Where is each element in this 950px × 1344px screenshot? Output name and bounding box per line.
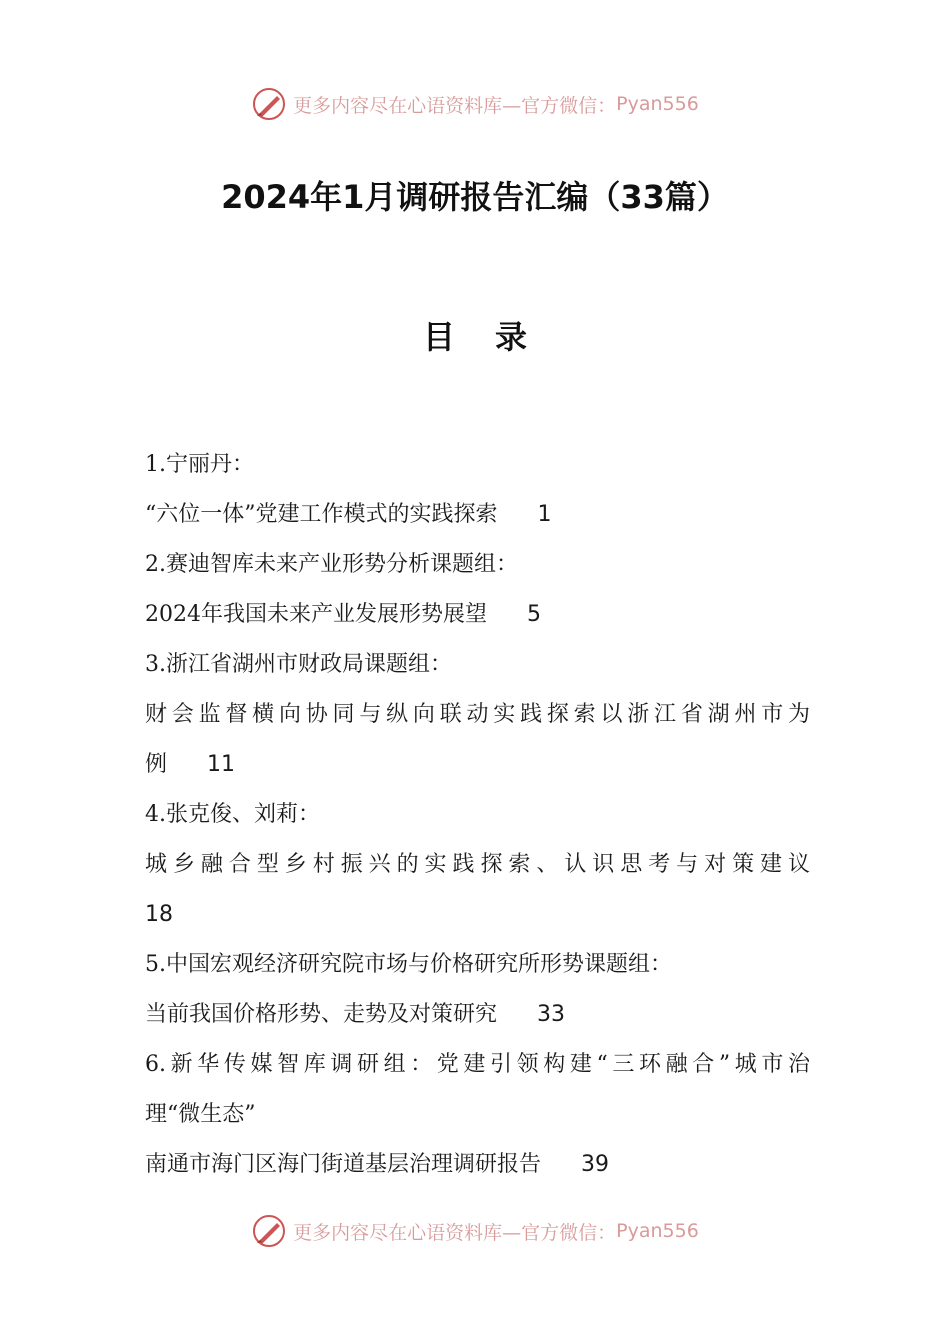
toc-entry-title[interactable]: 财会监督横向协同与纵向联动实践探索以浙江省湖州市为 [145, 702, 810, 727]
toc-entry[interactable] [145, 490, 810, 540]
toc-entry-title: “六位一体”党建工作模式的实践探索 [145, 502, 498, 527]
toc-author: 2.赛迪智库未来产业形势分析课题组： [145, 552, 518, 577]
toc-entry-title[interactable]: 城乡融合型乡村振兴的实践探索、认识思考与对策建议 [145, 852, 810, 877]
toc-page-number: 5 [527, 602, 541, 627]
toc-page-number: 1 [537, 502, 552, 527]
toc-author: 5.中国宏观经济研究院市场与价格研究所形势课题组： [145, 952, 672, 977]
toc-entry-title-cont: 例 [145, 752, 168, 777]
pen-logo-icon [251, 86, 287, 122]
wechat-id: Pyan556 [616, 93, 699, 115]
toc-entry-title: 南通市海门区海门街道基层治理调研报告 [145, 1152, 542, 1177]
header-watermark [0, 84, 950, 124]
toc-entry-title: 当前我国价格形势、走势及对策研究 [145, 1002, 498, 1027]
table-of-contents [145, 440, 810, 1190]
toc-entry[interactable] [145, 590, 810, 640]
document-title: 2024年1月调研报告汇编（33篇） [221, 178, 729, 216]
toc-page-number: 11 [207, 752, 236, 777]
toc-page-number: 33 [537, 1002, 566, 1027]
toc-entry[interactable] [145, 1140, 810, 1190]
watermark-text: 更多内容尽在心语资料库—官方微信： [293, 94, 617, 117]
toc-heading: 目录 [422, 318, 567, 356]
toc-author: 3.浙江省湖州市财政局课题组： [145, 652, 452, 677]
wechat-id: Pyan556 [616, 1220, 699, 1242]
toc-entry[interactable] [145, 990, 810, 1040]
toc-author: 1.宁丽丹： [145, 452, 254, 477]
toc-page-number: 18 [145, 902, 173, 927]
toc-author: 4.张克俊、刘莉： [145, 802, 320, 827]
toc-page-number: 39 [581, 1152, 610, 1177]
pen-logo-icon [251, 1213, 287, 1249]
toc-author: 6.新华传媒智库调研组：党建引领构建“三环融合”城市治 [145, 1052, 810, 1077]
toc-entry[interactable] [145, 740, 810, 790]
toc-author-cont: 理“微生态” [145, 1102, 256, 1127]
footer-watermark [0, 1211, 950, 1251]
watermark-text: 更多内容尽在心语资料库—官方微信： [293, 1221, 617, 1244]
toc-entry-title: 2024年我国未来产业发展形势展望 [145, 602, 487, 627]
